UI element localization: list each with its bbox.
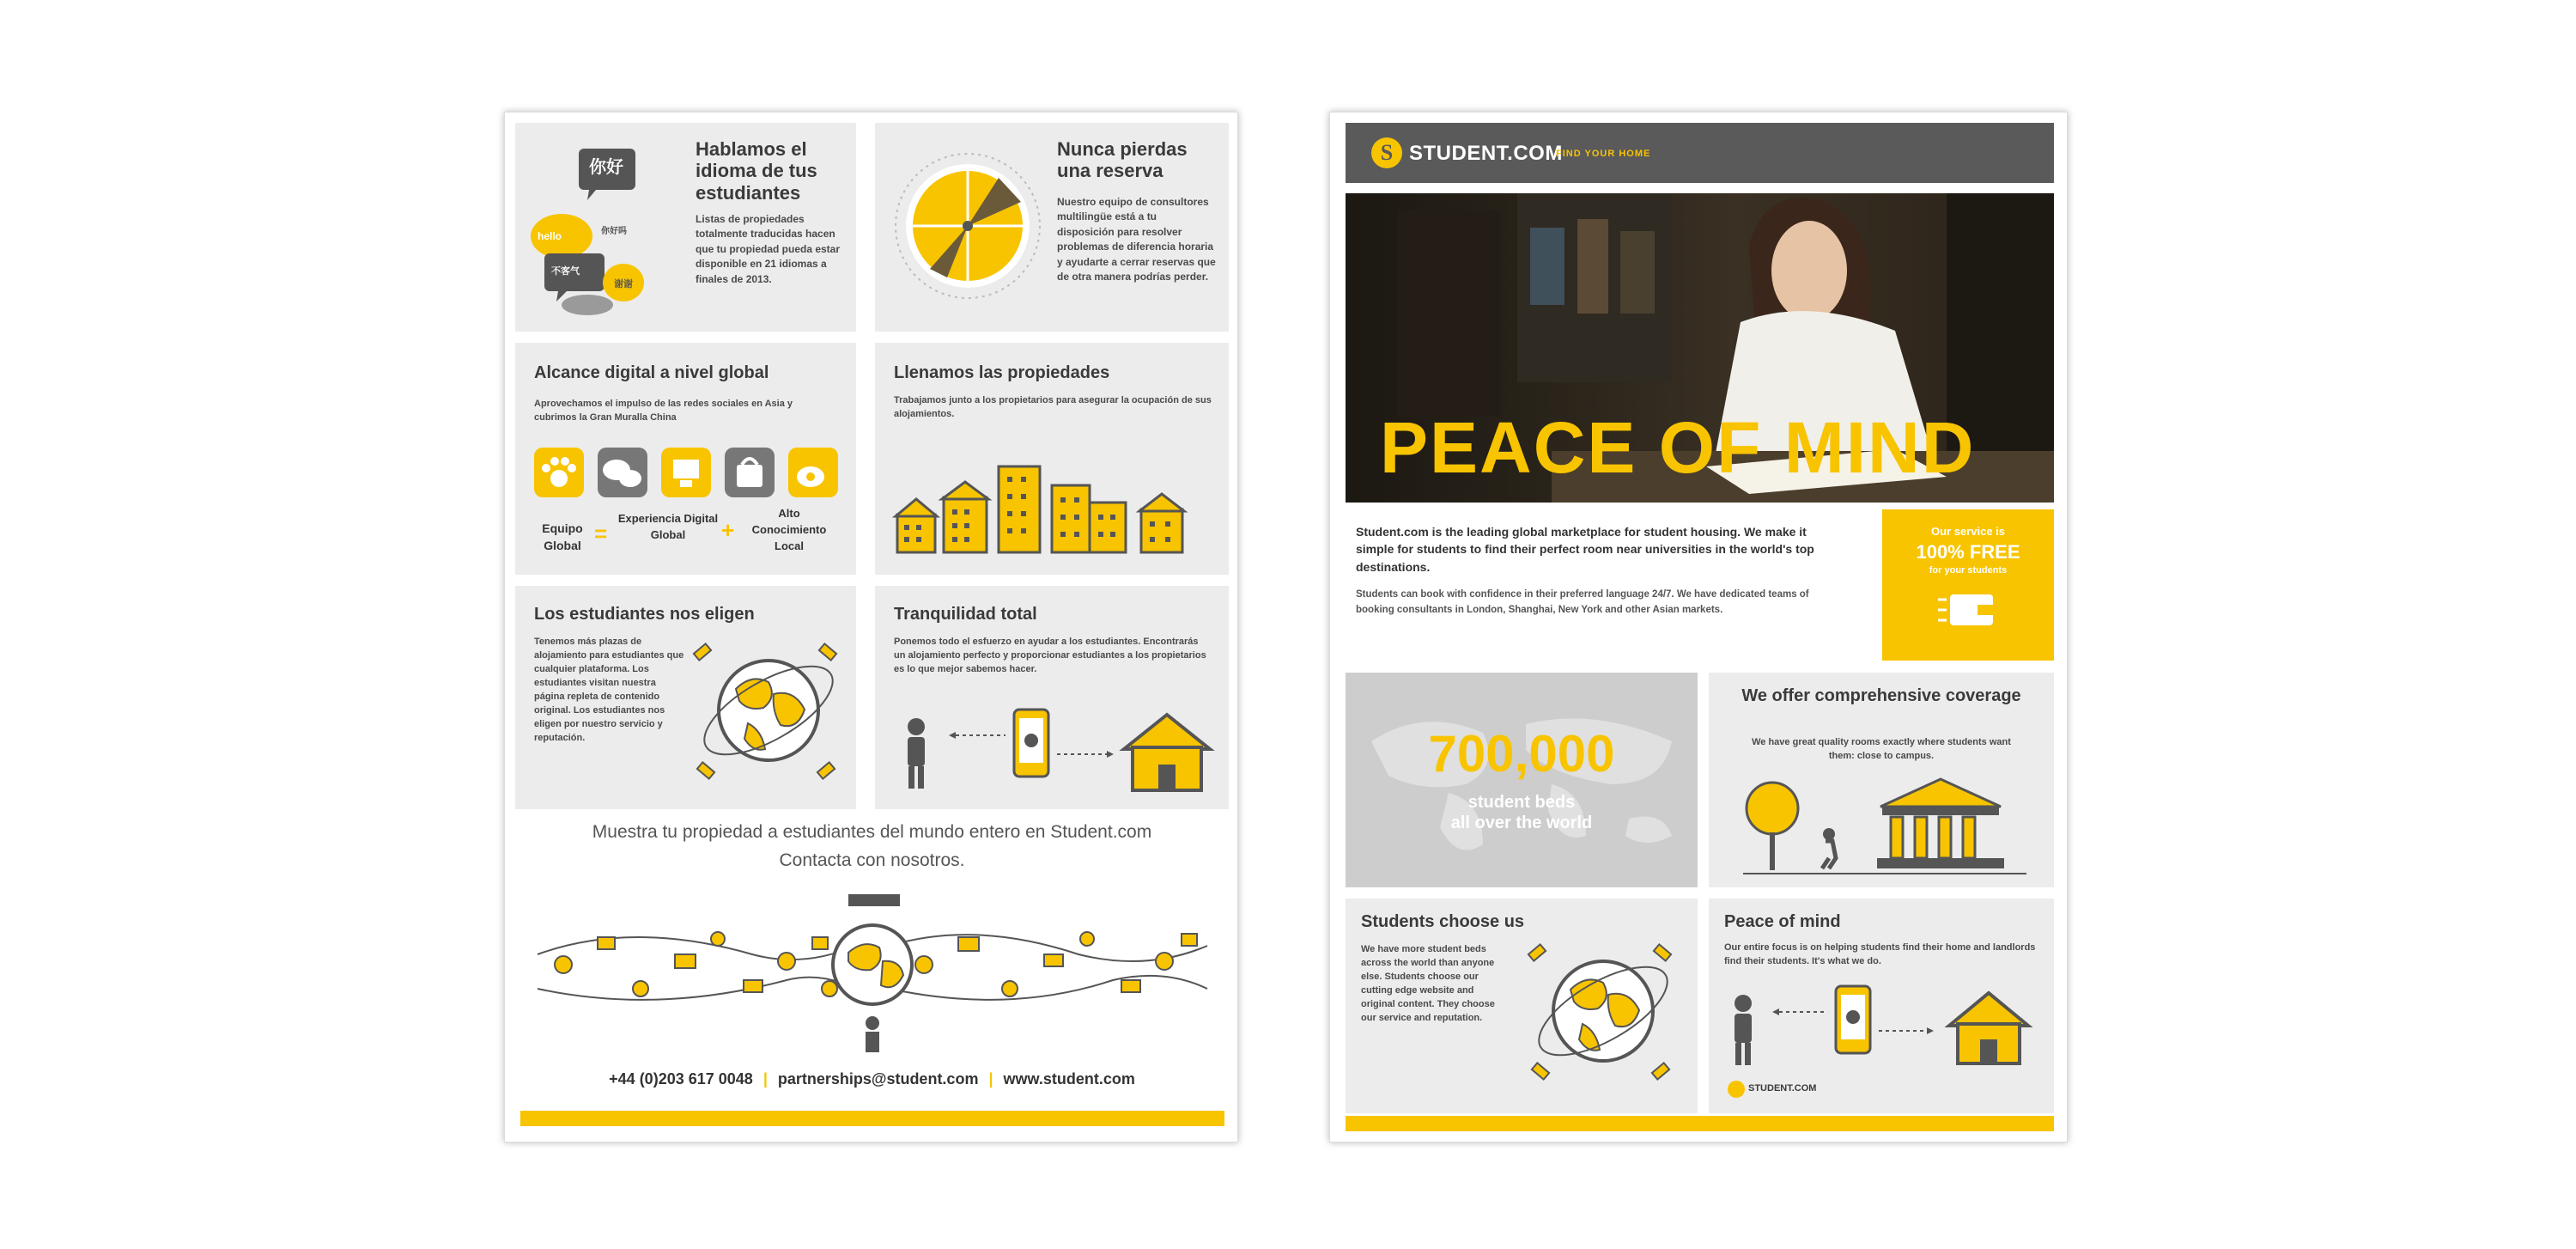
free-line-3: for your students [1929, 565, 2008, 576]
reservation-panel [875, 123, 1229, 332]
right-flyer [1329, 112, 2068, 1142]
free-line-2: 100% FREE [1916, 541, 2020, 563]
bubble-label: hello [538, 230, 562, 242]
beds-number: 700,000 [1428, 725, 1615, 783]
beds-panel [1346, 673, 1698, 887]
world-map-illustration [529, 886, 1216, 1057]
footer-accent-bar [1346, 1116, 2054, 1131]
cta-line-1: Muestra tu propiedad a estudiantes del mundo entero en Student.com [592, 822, 1152, 842]
cta-text [505, 819, 1239, 874]
hero-photo [1346, 193, 2054, 503]
peace-body: Ponemos todo el esfuerzo en ayudar a los estudiantes. Encontrarás un alojamiento perfecto y proporcionar estudiantes a los propietarios es lo que mejor sabemos hacer. [894, 637, 1206, 674]
logo-icon: S [1371, 137, 1402, 168]
choose-title: Students choose us [1361, 912, 1525, 931]
coverage-title: We offer comprehensive coverage [1741, 686, 2021, 705]
bubble-label: 你好吗 [601, 227, 627, 236]
language-panel [515, 123, 856, 332]
language-body: Listas de propiedades totalmente traducidas hacen que tu propiedad pueda estar disponible en 21 idiomas a finales de 2013. [696, 213, 841, 285]
formula-local: Alto Conocimiento Local [751, 507, 827, 552]
formula-equals: = [594, 521, 608, 546]
social-icons-row [531, 446, 848, 499]
peace-of-mind-panel [1709, 899, 2054, 1113]
contact-email[interactable]: partnerships@student.com [777, 1070, 979, 1088]
footer-accent-bar [520, 1111, 1224, 1126]
bubble-label: 谢谢 [614, 279, 633, 289]
buildings-icon [892, 454, 1218, 566]
peace-title: Tranquilidad total [894, 605, 1037, 624]
bubble-label: 你好 [589, 158, 623, 177]
choose-body: We have more student beds across the world than anyone else. Students choose our cutting edge website and original content. They choose our service and reputation. [1361, 944, 1495, 1023]
formula-digital: Experiencia Digital Global [617, 512, 719, 541]
cta-line-2: Contacta con nosotros. [779, 850, 965, 870]
tagline: FIND YOUR HOME [1556, 149, 1651, 159]
peace-of-mind-body: Our entire focus is on helping students find their home and landlords find their students. It's what we do. [1724, 942, 2036, 966]
contact-phone[interactable]: +44 (0)203 617 0048 [609, 1070, 753, 1088]
logo-small-icon [1728, 1081, 1745, 1098]
formula-team: Equipo Global [542, 521, 583, 553]
students-panel [515, 586, 856, 809]
contact-web[interactable]: www.student.com [1003, 1070, 1135, 1088]
students-title: Los estudiantes nos eligen [534, 605, 755, 624]
digital-title: Alcance digital a nivel global [534, 363, 769, 382]
free-line-1: Our service is [1931, 525, 2005, 538]
globe-icon [1526, 929, 1680, 1093]
language-title: Hablamos el idioma de tus estudiantes [696, 138, 817, 204]
beds-line-2: all over the world [1450, 813, 1593, 832]
bubble-label: 不客气 [551, 266, 580, 277]
coverage-body: We have great quality rooms exactly where students want them: close to campus. [1752, 737, 2011, 761]
logo-small-text: STUDENT.COM [1748, 1083, 1817, 1094]
student-phone-home-icon [1724, 978, 2042, 1072]
digital-panel [515, 343, 856, 575]
free-service-box [1882, 509, 2054, 661]
intro-sub: Students can book with confidence in their preferred language 24/7. We have dedicated teams of booking consultants in London, Shanghai, New York and other Asian markets. [1356, 588, 1809, 615]
logo-text: STUDENT.COM [1409, 142, 1563, 165]
fill-panel [875, 343, 1229, 575]
left-flyer [504, 112, 1238, 1142]
radar-icon [890, 149, 1045, 303]
reservation-title: Nunca pierdas una reserva [1057, 138, 1188, 182]
tree-campus-icon [1743, 772, 2026, 880]
coverage-panel [1709, 673, 2054, 887]
choose-panel [1346, 899, 1698, 1113]
hero-title: PEACE OF MIND [1380, 407, 1976, 488]
reservation-body: Nuestro equipo de consultores multilingüe está a tu disposición para resolver problemas de diferencia horaria y ayudarte a cerrar reservas que de otra manera podrías perder. [1057, 196, 1216, 283]
digital-body: Aprovechamos el impulso de las redes sociales en Asia y cubrimos la Gran Muralla China [534, 399, 793, 423]
intro-text [1356, 523, 1837, 618]
fill-title: Llenamos las propiedades [894, 363, 1110, 382]
globe-icon [691, 629, 846, 792]
student-phone-home-icon [892, 698, 1218, 801]
wallet-icon [1938, 588, 1998, 631]
peace-of-mind-title: Peace of mind [1724, 912, 1841, 931]
formula-plus: + [721, 517, 735, 543]
brand-header [1346, 123, 2054, 183]
peace-panel [875, 586, 1229, 809]
fill-body: Trabajamos junto a los propietarios para asegurar la ocupación de sus alojamientos. [894, 395, 1212, 419]
intro-lead: Student.com is the leading global marketplace for student housing. We make it simple for students to find their perfect room near universities in the world's top destinations. [1356, 525, 1814, 574]
contact-bar: +44 (0)203 617 0048 | partnerships@student.com | www.student.com [609, 1070, 1135, 1088]
beds-line-1: student beds [1467, 793, 1576, 812]
students-body: Tenemos más plazas de alojamiento para estudiantes que cualquier plataforma. Los estudiantes visitan nuestra página repleta de contenido original. Los estudiantes nos eligen por nuestro servicio y reputación. [534, 637, 684, 743]
